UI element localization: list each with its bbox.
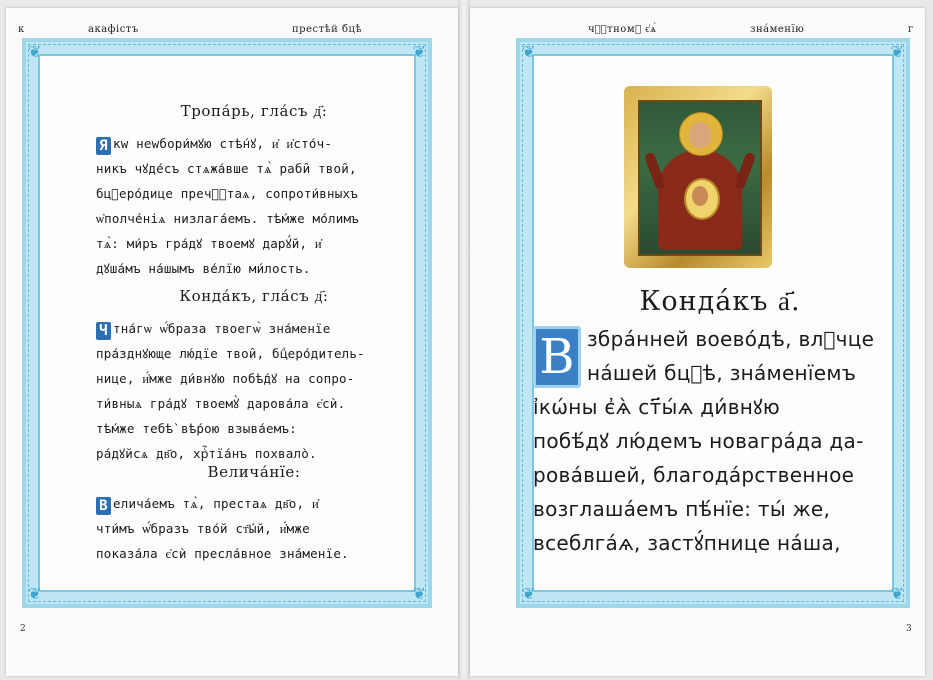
kontakion-heading: Конда́къ, гла́съ д҃:: [179, 287, 329, 305]
magnification-line: показа́ла є҆сѝ пресла́вное зна́менїе.: [96, 546, 349, 561]
corner-ornament-icon: ❦: [890, 42, 904, 61]
face-shape: [689, 122, 711, 148]
corner-ornament-icon: ❦: [412, 584, 426, 603]
troparion-line: ѡ҆полче́ніѧ низлага́емъ. тѣ́мже мо́лимъ: [96, 211, 359, 226]
troparion-heading: Тропа́рь, гла́съ д҃:: [180, 102, 328, 120]
ornate-drop-cap: В: [533, 326, 581, 388]
corner-ornament-icon: ❦: [28, 584, 42, 603]
corner-ornament-icon: ❦: [890, 584, 904, 603]
magnification-line: чти́мъ ѡ҆́бразъ тво́й ст҃ы́й, и҆́мже: [96, 521, 310, 536]
magnification-text: [96, 491, 412, 566]
troparion-line: тѧ̀: ми́ръ гра́дꙋ твоемꙋ дарꙋ́й, и҆: [96, 236, 322, 251]
troparion-line: Я кw неwбори́мꙋю стѣ́нꙋ, и҆ и҆сто́ч-: [96, 131, 412, 156]
troparion-text: [96, 131, 412, 281]
icon-painting: [638, 100, 762, 256]
drop-cap: Ч: [96, 322, 111, 340]
kondak-line: на́шей бцⷣѣ, зна́менїемъ: [587, 361, 857, 385]
troparion-line: никъ чꙋде́съ стѧжа́вше тѧ̀ раби̑ твои̑,: [96, 161, 357, 176]
troparion-line: дꙋша́мъ на́шымъ ве́лїю ми́лость.: [96, 261, 311, 276]
right-running-head-folio-letter: г: [908, 24, 914, 35]
left-running-head-title: акафістъ: [88, 24, 139, 35]
kondak-line: всеблга́ѧ, застꙋ́пнице на́ша,: [533, 531, 841, 555]
troparion-section: [96, 102, 412, 281]
kontakion-line: тѣ́мже тебѣ̀ вѣ́рою взыва́емъ:: [96, 421, 297, 436]
drop-cap: Я: [96, 137, 111, 155]
troparion-line: бцⷣеро́дице пречⷭ҇таѧ, сопроти́вныхъ: [96, 186, 358, 201]
kontakion-line: Ч тна́гѡ ѡ҆́браза твоегѡ̀ зна́менїе: [96, 316, 412, 341]
magnification-heading: Велича́нїе:: [207, 463, 301, 481]
kondak-text: [533, 322, 881, 560]
corner-ornament-icon: ❦: [522, 42, 536, 61]
kontakion-line: нице, и҆́мже ди́внꙋю побѣ́дꙋ на сопро-: [96, 371, 355, 386]
theotokos-of-the-sign-icon: [624, 86, 772, 268]
kondak-line: рова́вшей, благода́рственное: [533, 463, 855, 487]
kondak-line: побѣ́дꙋ лю́демъ новагра́да да-: [533, 429, 864, 453]
drop-cap: В: [96, 497, 111, 515]
kontakion-line: ра́дꙋйсѧ дв҃о, хрⷭ҇тїа́нъ похвало̀.: [96, 446, 317, 461]
kondak-line: збра́нней воево́дѣ, влⷣчце: [587, 327, 875, 351]
kontakion-text: [96, 316, 412, 466]
right-running-head-title: чⷭ҇тномꙋ є҆ѧ̀: [588, 24, 657, 35]
corner-ornament-icon: ❦: [28, 42, 42, 61]
left-running-head-folio-letter: к: [18, 24, 25, 35]
left-running-head-subtitle: престѣй бцѣ: [292, 24, 362, 35]
kondak-line: і҆кѡ́ны є҆ѧ̀ ст҃ы́ѧ ди́внꙋю: [533, 395, 780, 419]
kondak-line: возглаша́емъ пѣ́нїе: ты́ же,: [533, 497, 831, 521]
kontakion-line: пра́зднꙋюще лю́дїе твои̑, бцⷣеро́дитель-: [96, 346, 365, 361]
christ-child-shape: [692, 186, 708, 206]
right-running-head-subtitle: зна́менїю: [750, 24, 805, 35]
right-page-number: 3: [906, 624, 912, 634]
kontakion-line: ти́вныѧ гра́дꙋ твоемꙋ̀ дарова́ла є҆сѝ.: [96, 396, 346, 411]
corner-ornament-icon: ❦: [522, 584, 536, 603]
kontakion-section: [96, 287, 412, 466]
kondak-title: Конда́къ а҃.: [639, 286, 801, 317]
corner-ornament-icon: ❦: [412, 42, 426, 61]
book-gutter: [458, 0, 470, 680]
magnification-line: В елича́емъ тѧ̀, престаѧ дв҃о, и҆: [96, 491, 412, 516]
magnification-section: [96, 463, 412, 566]
left-page-number: 2: [20, 624, 26, 634]
